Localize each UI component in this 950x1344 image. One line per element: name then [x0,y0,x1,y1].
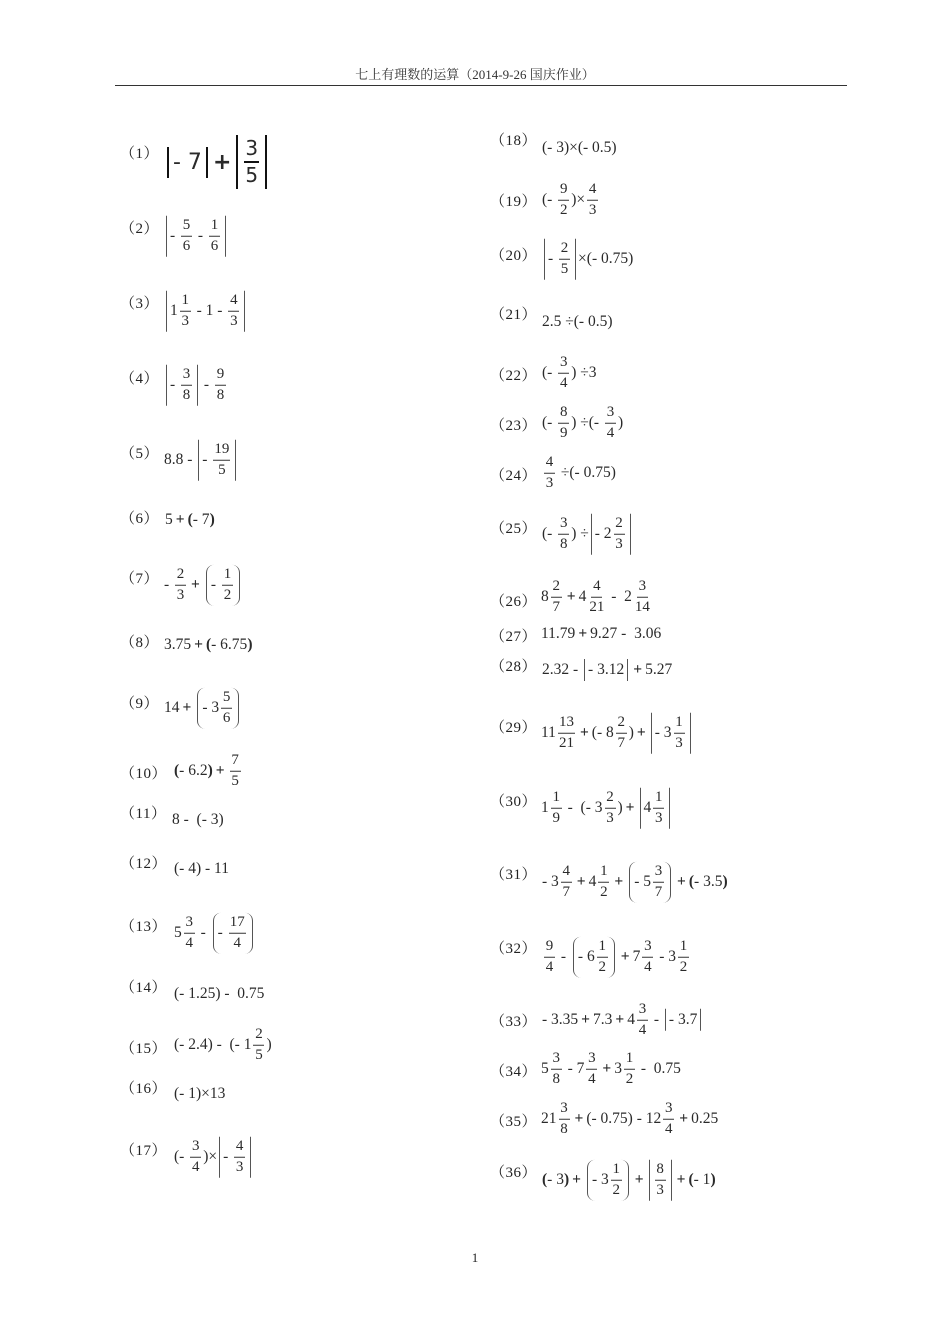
fraction: $\frac{2}{3}$ [606,788,614,826]
problem-expression: 2.5 ÷(- 0.5) [542,313,613,330]
problem-expression: (- 1)×13 [174,1085,226,1102]
fraction: $\frac{3}{4}$ [191,1137,200,1175]
fraction: $\frac{3}{8}$ [560,1099,568,1137]
problem-expression: 11 $\frac{13}{21}$ + (- 8 $\frac{2}{7}$ ) + - 3 $\frac{1}{3}$ [541,713,693,754]
problem-number: （12） [120,856,168,872]
fraction: $\frac{3}{8}$ [559,514,568,552]
absolute-value: - $\frac{3}{8}$ [166,365,198,406]
absolute-value: - $\frac{5}{6}$ - $\frac{1}{6}$ [166,216,226,257]
problem-number: （30） [490,794,538,810]
absolute-value: - 7 [167,147,208,178]
header-rule [115,85,847,86]
problem-number: （32） [490,941,538,957]
problem-number: （29） [490,720,538,736]
absolute-value: - $\frac{19}{5}$ [198,440,236,481]
problem-number: （5） [120,446,160,462]
fraction: $\frac{1}{2}$ [612,1160,621,1198]
fraction: $\frac{8}{9}$ [559,403,568,441]
problem-number: （31） [490,867,538,883]
problem-expression: (- $\frac{3}{4}$ )× - $\frac{4}{3}$ [174,1137,253,1178]
problem-number: （16） [120,1081,168,1097]
fraction: $\frac{19}{5}$ [214,440,230,478]
problem-number: （11） [120,806,167,822]
fraction: $\frac{3}{5}$ [245,136,259,187]
problem-expression: 5 + (- 7) [165,511,215,528]
problem-number: （21） [490,307,538,323]
fraction: $\frac{3}{4}$ [185,913,193,951]
problem-number: （7） [120,571,160,587]
fraction: $\frac{5}{6}$ [182,216,191,254]
problem-number: （24） [490,468,538,484]
problem-number: （20） [490,248,538,264]
problem-number: （4） [120,371,160,387]
fraction: $\frac{1}{2}$ [223,565,232,603]
problem-number: （17） [120,1143,168,1159]
problem-expression: 8 $\frac{2}{7}$ + 4 $\frac{4}{21}$ - 2 $\frac{3}{14}$ [541,577,650,615]
problem-number: （34） [490,1064,538,1080]
parenthesized-group: - $\frac{17}{4}$ [213,913,253,954]
problem-expression: - 7 + $\frac{3}{5}$ [165,135,269,189]
problem-expression: 3.75 + (- 6.75) [164,636,253,653]
fraction: $\frac{4}{3}$ [545,453,554,491]
problem-expression: 5 $\frac{3}{4}$ - - $\frac{17}{4}$ [174,913,256,954]
page-number: 1 [471,1250,479,1265]
problem-number: （23） [490,418,538,434]
problem-expression: 8 - (- 3) [172,811,224,828]
problem-expression [164,216,228,257]
problem-number: （35） [490,1114,538,1130]
problem-expression: (- $\frac{3}{8}$ ) ÷ - 2 $\frac{2}{3}$ [542,514,633,555]
fraction: $\frac{8}{3}$ [656,1160,664,1198]
absolute-value: - $\frac{2}{5}$ [544,239,576,280]
fraction: $\frac{4}{21}$ [589,577,605,615]
fraction: $\frac{9}{8}$ [216,365,225,403]
fraction: $\frac{3}{8}$ [552,1049,560,1087]
absolute-value [649,1160,672,1201]
problem-expression: (- 4) - 11 [174,860,229,877]
problem-expression: $\frac{9}{4}$ - - 6 $\frac{1}{2}$ + 7 $\frac{3}{4}$ - 3 $\frac{1}{2}$ [542,937,691,978]
problem-expression: (- $\frac{3}{4}$ ) ÷3 [542,353,597,391]
problem-number: （13） [120,919,168,935]
fraction: $\frac{2}{5}$ [255,1025,263,1063]
problem-number: （3） [120,296,160,312]
problem-expression: - 3.35 + 7.3 + 4 $\frac{3}{4}$ - - 3.7 [542,1002,703,1039]
fraction: $\frac{2}{3}$ [176,565,185,603]
problem-expression: 11.79 + 9.27 - 3.06 [541,625,662,642]
problem-number: （36） [490,1165,538,1181]
fraction: $\frac{3}{4}$ [638,1000,647,1038]
problem-expression: 8.8 - - $\frac{19}{5}$ [164,440,238,481]
parenthesized-group: - $\frac{1}{2}$ [206,565,240,606]
problem-expression: 21 $\frac{3}{8}$ + (- 0.75) - 12 $\frac{3}{4}$ + 0.25 [541,1099,719,1137]
fraction: $\frac{3}{4}$ [665,1099,673,1137]
problem-number: （15） [120,1041,168,1057]
fraction: $\frac{1}{3}$ [675,713,683,751]
fraction: $\frac{1}{2}$ [598,937,606,975]
fraction: $\frac{13}{21}$ [558,713,574,751]
page-header: 七上有理数的运算（2014-9-26 国庆作业） [355,67,595,82]
absolute-value: 1 $\frac{1}{3}$ - 1 - $\frac{4}{3}$ [166,291,245,332]
problem-number: （33） [490,1014,538,1030]
problem-expression: 14 + - 3 $\frac{5}{6}$ [164,688,242,729]
absolute-value: 4 $\frac{1}{3}$ [640,788,671,829]
parenthesized-group: - 3 $\frac{5}{6}$ [197,688,239,729]
problem-expression: - $\frac{2}{3}$ + - $\frac{1}{2}$ [164,565,243,606]
problem-expression: (- 2.4) - (- 1 $\frac{2}{5}$ ) [174,1025,272,1063]
problem-number: （14） [120,980,168,996]
problem-expression: (- 3)×(- 0.5) [542,139,617,156]
fraction: $\frac{3}{7}$ [654,862,663,900]
fraction: $\frac{1}{3}$ [181,291,189,329]
fraction: $\frac{1}{3}$ [655,788,663,826]
problem-number: （27） [490,629,538,645]
problem-expression [164,291,247,332]
parenthesized-group: - 5 $\frac{3}{7}$ [629,862,671,903]
problem-expression: (- $\frac{9}{2}$ )× $\frac{4}{3}$ [542,180,597,218]
problem-number: （26） [490,594,538,610]
problem-expression: - 3 $\frac{4}{7}$ + 4 $\frac{1}{2}$ + - 5 $\frac{3}{7}$ + (- 3.5) [542,862,728,903]
problem-expression: $\frac{4}{3}$ ÷(- 0.75) [545,453,616,491]
fraction: $\frac{1}{9}$ [552,788,560,826]
fraction: $\frac{2}{7}$ [617,713,625,751]
problem-number: （6） [120,511,160,527]
problem-number: （10） [120,766,168,782]
problem-number: （19） [490,194,538,210]
problem-number: （1） [120,146,160,162]
fraction: $\frac{2}{3}$ [615,514,623,552]
fraction: $\frac{17}{4}$ [229,913,245,951]
fraction: $\frac{1}{2}$ [679,937,688,975]
problem-number: （28） [490,659,538,675]
fraction: $\frac{3}{4}$ [588,1049,596,1087]
absolute-value: - 2 $\frac{2}{3}$ [591,514,631,555]
parenthesized-group: - 6 $\frac{1}{2}$ [573,937,615,978]
fraction: $\frac{1}{2}$ [600,862,608,900]
problem-expression: (- $\frac{8}{9}$ ) ÷(- $\frac{3}{4}$ ) [542,403,624,441]
fraction: $\frac{2}{5}$ [560,239,569,277]
absolute-value: - $\frac{4}{3}$ [219,1137,251,1178]
problem-expression: 5 $\frac{3}{8}$ - 7 $\frac{3}{4}$ + 3 $\frac{1}{2}$ - 0.75 [541,1049,681,1087]
problem-number: （25） [490,521,538,537]
fraction: $\frac{5}{6}$ [222,688,231,726]
fraction: $\frac{4}{3}$ [235,1137,244,1175]
fraction: $\frac{4}{3}$ [230,291,238,329]
problem-number: （22） [490,368,538,384]
problem-expression: - $\frac{3}{8}$ - $\frac{9}{8}$ [164,365,228,406]
problem-number: （2） [120,221,160,237]
fraction: $\frac{3}{4}$ [644,937,652,975]
fraction: $\frac{9}{2}$ [559,180,568,218]
problem-expression: (- 3) + - 3 $\frac{1}{2}$ + $\frac{8}{3}$ + (- 1) [542,1160,716,1201]
problem-expression: (- 1.25) - 0.75 [174,985,265,1002]
absolute-value: - 3.12 [584,659,628,681]
fraction: $\frac{3}{8}$ [182,365,191,403]
fraction: $\frac{2}{7}$ [552,577,560,615]
problem-expression: 2.32 - - 3.12 + 5.27 [542,659,672,681]
fraction: $\frac{1}{6}$ [210,216,219,254]
fraction: $\frac{3}{14}$ [634,577,650,615]
problem-number: （9） [120,696,160,712]
fraction: $\frac{7}{5}$ [231,751,239,789]
absolute-value: - 3 $\frac{1}{3}$ [651,713,691,754]
problem-expression: 1 $\frac{1}{9}$ - (- 3 $\frac{2}{3}$ ) + 4 $\frac{1}{3}$ [541,788,672,829]
fraction: $\frac{4}{7}$ [562,862,571,900]
parenthesized-group: - 3 $\frac{1}{2}$ [587,1160,629,1201]
fraction: $\frac{9}{4}$ [545,937,554,975]
problem-number: （18） [490,133,538,149]
problem-expression: - $\frac{2}{5}$ ×(- 0.75) [542,239,633,280]
fraction: $\frac{4}{3}$ [588,180,597,218]
absolute-value: - 3.7 [665,1009,701,1031]
problem-expression: (- 6.2) + $\frac{7}{5}$ [174,751,239,789]
fraction: $\frac{3}{4}$ [559,353,568,391]
absolute-value [236,135,267,189]
fraction: $\frac{3}{4}$ [606,403,615,441]
problem-number: （8） [120,635,160,651]
fraction: $\frac{1}{2}$ [625,1049,634,1087]
